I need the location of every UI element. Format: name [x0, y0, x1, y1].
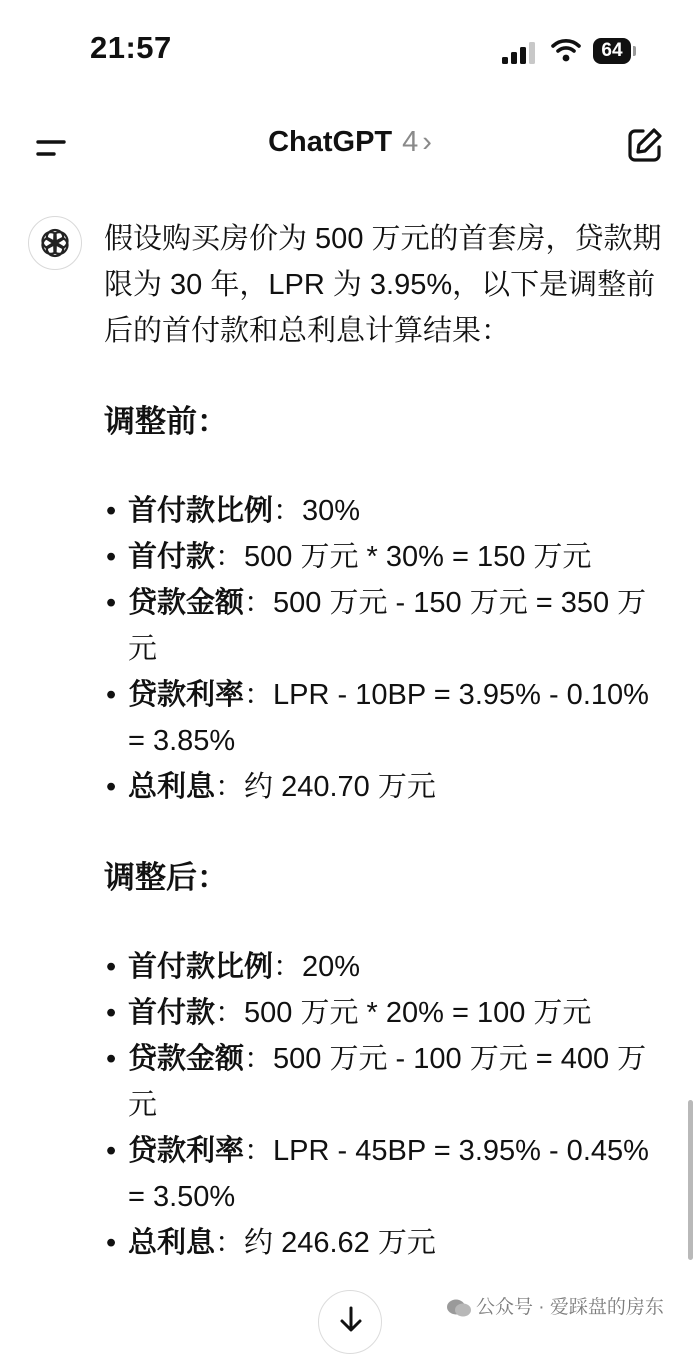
- list-item: [104, 534, 664, 580]
- watermark-text: 公众号 · 爱踩盘的房东: [476, 1297, 664, 1318]
- arrow-down-icon: [338, 1305, 364, 1335]
- item-label: 贷款金额: [128, 587, 245, 619]
- assistant-message: [104, 216, 664, 1266]
- list-item: [104, 990, 664, 1036]
- bullet-list-before: [104, 488, 664, 810]
- item-value: 500 万元 * 20% = 100 万元: [244, 997, 592, 1029]
- item-sep: ：: [215, 1227, 245, 1259]
- chatgpt-logo-icon: [39, 227, 71, 259]
- model-version: 4: [402, 126, 419, 158]
- item-label: 首付款比例: [128, 951, 274, 983]
- bullet-dot: •: [106, 951, 117, 983]
- item-label: 总利息: [128, 1227, 216, 1259]
- item-sep: ：: [215, 541, 245, 573]
- item-sep: ：: [244, 1043, 274, 1075]
- list-item: [104, 672, 664, 764]
- item-sep: ：: [244, 1135, 274, 1167]
- signal-icon: [500, 40, 540, 66]
- model-selector[interactable]: [0, 126, 700, 159]
- list-item: [104, 1128, 664, 1220]
- assistant-avatar: [28, 216, 82, 270]
- bullet-dot: •: [106, 771, 117, 803]
- status-bar: [0, 0, 700, 100]
- item-sep: ：: [244, 679, 274, 711]
- section-title-after: 调整后：: [104, 860, 228, 895]
- edit-icon[interactable]: [626, 126, 664, 164]
- list-item: [104, 488, 664, 534]
- item-value: 20%: [302, 951, 361, 983]
- item-value: 500 万元 * 30% = 150 万元: [244, 541, 592, 573]
- list-item: [104, 1036, 664, 1128]
- chevron-right-icon: ›: [422, 126, 432, 158]
- battery-level: 64: [593, 38, 631, 64]
- bullet-dot: •: [106, 495, 117, 527]
- item-sep: ：: [215, 771, 245, 803]
- nav-bar: [0, 110, 700, 182]
- bullet-list-after: [104, 944, 664, 1266]
- item-value: 500 万元 - 150 万元 = 350 万元: [128, 587, 647, 665]
- bullet-dot: •: [106, 1043, 117, 1075]
- bullet-dot: •: [106, 679, 117, 711]
- item-value: 500 万元 - 100 万元 = 400 万元: [128, 1043, 647, 1121]
- item-label: 总利息: [128, 771, 216, 803]
- list-item: [104, 1220, 664, 1266]
- item-sep: ：: [273, 495, 303, 527]
- watermark: [446, 1292, 664, 1319]
- item-label: 首付款: [128, 997, 216, 1029]
- list-item: [104, 944, 664, 990]
- item-value: LPR - 45BP = 3.95% - 0.45% = 3.50%: [128, 1135, 649, 1213]
- battery-tip: [633, 46, 636, 56]
- item-label: 贷款利率: [128, 679, 245, 711]
- item-sep: ：: [244, 587, 274, 619]
- item-sep: ：: [215, 997, 245, 1029]
- section-title-before: 调整前：: [104, 404, 228, 439]
- scroll-to-bottom-button[interactable]: [318, 1290, 382, 1354]
- item-sep: ：: [273, 951, 303, 983]
- item-label: 首付款比例: [128, 495, 274, 527]
- item-value: LPR - 10BP = 3.95% - 0.10% = 3.85%: [128, 679, 649, 757]
- message-intro: 假设购买房价为 500 万元的首套房，贷款期限为 30 年，LPR 为 3.95%，以下是调整前后的首付款和总利息计算结果：: [104, 223, 662, 347]
- item-label: 贷款金额: [128, 1043, 245, 1075]
- wifi-icon: [550, 37, 582, 63]
- item-value: 约 240.70 万元: [244, 771, 436, 803]
- list-item: [104, 580, 664, 672]
- bullet-dot: •: [106, 541, 117, 573]
- bullet-dot: •: [106, 997, 117, 1029]
- bullet-dot: •: [106, 1135, 117, 1167]
- item-label: 首付款: [128, 541, 216, 573]
- bullet-dot: •: [106, 587, 117, 619]
- item-value: 约 246.62 万元: [244, 1227, 436, 1259]
- bullet-dot: •: [106, 1227, 117, 1259]
- model-name: ChatGPT: [268, 126, 393, 158]
- status-time: 21:57: [90, 30, 172, 65]
- scrollbar[interactable]: [688, 1100, 693, 1260]
- battery-indicator: [593, 38, 637, 66]
- item-value: 30%: [302, 495, 361, 527]
- list-item: [104, 764, 664, 810]
- wechat-icon: [446, 1298, 472, 1318]
- item-label: 贷款利率: [128, 1135, 245, 1167]
